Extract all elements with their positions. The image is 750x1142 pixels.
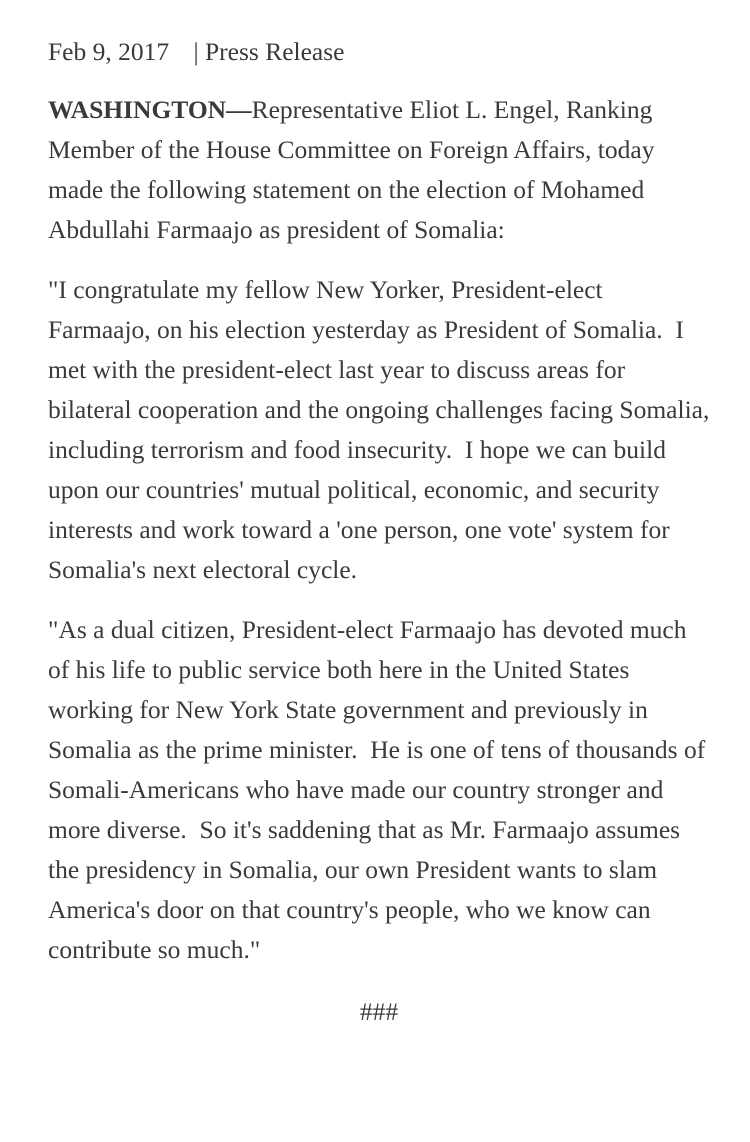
statement-paragraph-1: "I congratulate my fellow New Yorker, President-elect Farmaajo, on his election yesterday as President of Somalia. I met with the president-elect last year to discuss areas for bilateral cooperation and the ongoing challenges facing Somalia, including terrorism and food insecurity. I hope we can build upon our countries' mutual political, economic, and security interests and work toward a 'one person, one vote' system for Somalia's next electoral cycle. <box>48 275 710 584</box>
release-type: | Press Release <box>193 37 345 66</box>
release-date: Feb 9, 2017 <box>48 37 170 66</box>
end-mark: ### <box>359 997 399 1026</box>
dateline <box>48 32 710 72</box>
intro-paragraph <box>48 90 710 250</box>
intro-text: Representative Eliot L. Engel, Ranking Member of the House Committee on Foreign Affairs, today made the following statement on the election of Mohamed Abdullahi Farmaajo as president of Somalia: <box>48 95 655 244</box>
dateline-location: WASHINGTON— <box>48 95 252 124</box>
statement-paragraph-2: "As a dual citizen, President-elect Farmaajo has devoted much of his life to public service both here in the United States working for New York State government and previously in Somalia as the prime minister. He is one of tens of thousands of Somali-Americans who have made our country stronger and more diverse. So it's saddening that as Mr. Farmaajo assumes the presidency in Somalia, our own President wants to slam America's door on that country's people, who we know can contribute so much." <box>48 615 706 964</box>
